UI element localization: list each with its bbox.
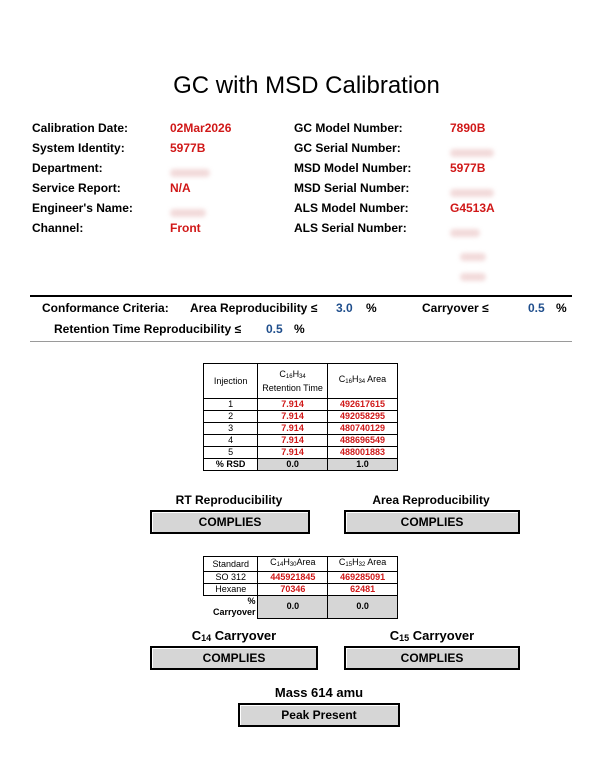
redacted-mark-2	[460, 268, 486, 286]
msd-serial-label: MSD Serial Number:	[294, 181, 410, 195]
c15-carryover-result: COMPLIES	[344, 646, 520, 670]
standard-header: Standard	[204, 557, 258, 572]
gc-serial-label: GC Serial Number:	[294, 141, 401, 155]
area-repro-criteria-label: Area Reproducibility ≤	[190, 301, 318, 315]
table-row: 2 7.914 492058295	[204, 411, 398, 423]
area-header: $C_{16}H_{34}$ Area	[327, 364, 397, 399]
rt-header: $C_{16}H_{34}$ Retention Time	[258, 364, 328, 399]
als-model-label: ALS Model Number:	[294, 201, 409, 215]
criteria-label: Conformance Criteria:	[42, 301, 169, 315]
table-row: SO 312 445921845 469285091	[204, 572, 398, 584]
gc-model-label: GC Model Number:	[294, 121, 403, 135]
redacted-mark-1	[460, 248, 486, 266]
channel-label: Channel:	[32, 221, 84, 235]
carryover-criteria-unit: %	[556, 301, 567, 315]
mass-result: Peak Present	[238, 703, 400, 727]
divider-bottom	[30, 341, 572, 342]
calibration-date-value: 02Mar2026	[170, 121, 232, 135]
department-label: Department:	[32, 161, 103, 175]
c14-area-header: $C_{14}H_{30}Area$	[258, 557, 328, 572]
area-repro-criteria-value: 3.0	[336, 301, 353, 315]
rsd-label: % RSD	[204, 459, 258, 471]
channel-value: Front	[170, 221, 201, 235]
table-row: 4 7.914 488696549	[204, 435, 398, 447]
injection-table	[203, 363, 398, 471]
engineer-name-label: Engineer's Name:	[32, 201, 133, 215]
msd-model-label: MSD Model Number:	[294, 161, 412, 175]
carryover-c15: 0.0	[328, 596, 398, 619]
rsd-area: 1.0	[327, 459, 397, 471]
mass-heading: Mass 614 amu	[274, 685, 364, 700]
c15-area-header: $C_{15}H_{32}$ Area	[328, 557, 398, 572]
c14-carryover-heading: $C_{14}$ Carryover	[191, 628, 277, 643]
c15-carryover-heading: $C_{15}$ Carryover	[389, 628, 475, 643]
rt-repro-criteria-unit: %	[294, 322, 305, 336]
msd-serial-redacted	[450, 184, 494, 202]
msd-model-value: 5977B	[450, 161, 486, 175]
calibration-date-label: Calibration Date:	[32, 121, 129, 135]
table-row: 1 7.914 492617615	[204, 399, 398, 411]
rt-repro-criteria-label: Retention Time Reproducibility ≤	[54, 322, 242, 336]
area-repro-heading: Area Reproducibility	[372, 493, 490, 507]
department-redacted	[170, 164, 210, 182]
carryover-c14: 0.0	[258, 596, 328, 619]
gc-serial-redacted	[450, 144, 494, 162]
carryover-criteria-label: Carryover ≤	[422, 301, 489, 315]
table-row: Hexane 70346 62481	[204, 584, 398, 596]
system-identity-value: 5977B	[170, 141, 206, 155]
rsd-rt: 0.0	[258, 459, 328, 471]
area-repro-criteria-unit: %	[366, 301, 377, 315]
c14-carryover-result: COMPLIES	[150, 646, 318, 670]
rt-repro-criteria-value: 0.5	[266, 322, 283, 336]
rsd-row	[204, 459, 398, 471]
system-identity-label: System Identity:	[32, 141, 125, 155]
carryover-table	[203, 556, 398, 619]
als-serial-redacted	[450, 224, 480, 242]
engineer-name-redacted	[170, 204, 206, 222]
carryover-criteria-value: 0.5	[528, 301, 545, 315]
table-row: 5 7.914 488001883	[204, 447, 398, 459]
rt-repro-heading: RT Reproducibility	[175, 493, 283, 507]
table-row: 3 7.914 480740129	[204, 423, 398, 435]
service-report-value: N/A	[170, 181, 191, 195]
service-report-label: Service Report:	[32, 181, 121, 195]
rt-repro-result: COMPLIES	[150, 510, 310, 534]
area-repro-result: COMPLIES	[344, 510, 520, 534]
gc-model-value: 7890B	[450, 121, 486, 135]
carryover-label: % Carryover	[204, 596, 258, 619]
page-title: GC with MSD Calibration	[173, 72, 440, 99]
als-model-value: G4513A	[450, 201, 495, 215]
carryover-row	[204, 596, 398, 619]
injection-header: Injection	[204, 364, 258, 399]
divider-top	[30, 295, 572, 297]
als-serial-label: ALS Serial Number:	[294, 221, 407, 235]
